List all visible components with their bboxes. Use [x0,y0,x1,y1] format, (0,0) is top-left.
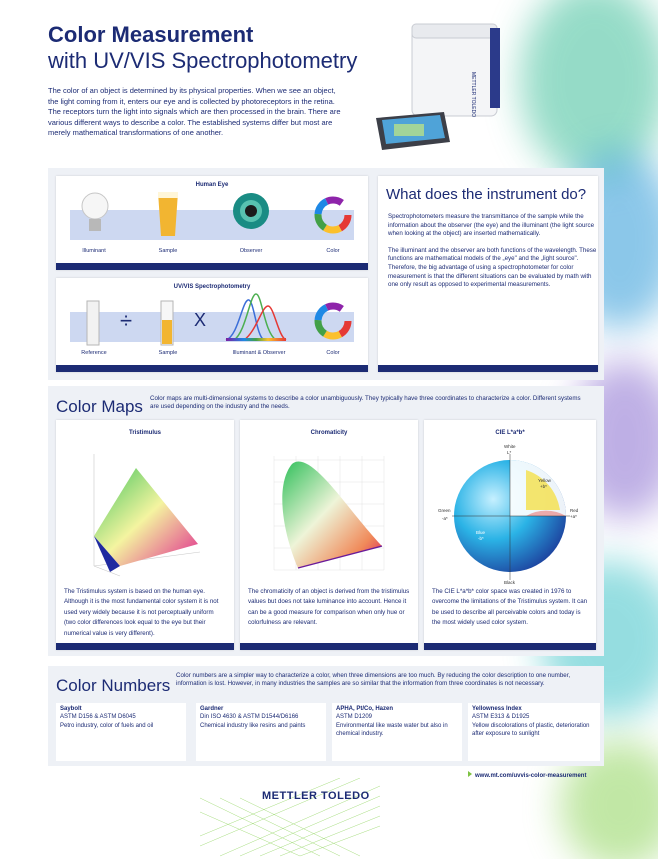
website-url: www.mt.com/uvvis-color-measurement [475,773,587,779]
color-number-title: Yellowness Index [472,706,522,712]
card-bottom-bar [424,643,596,650]
beer-glass-icon [156,190,180,238]
color-maps-heading: Color Maps [56,397,143,416]
label-illuminant: Illuminant [82,248,106,254]
lab-yellow-label: Yellow [538,478,551,483]
lab-black-label: Black [504,580,516,585]
chromaticity-title: Chromaticity [310,430,348,436]
label-illuminant-observer: Illuminant & Observer [232,350,286,356]
uvvis-card [56,278,368,372]
color-number-card [56,703,186,761]
card-bottom-bar [378,365,598,372]
intro-text: The color of an object is determined by its physical properties. When we see an object, the light coming from it, enters our eye and is collected by photoreceptors in the retina. The receptors turn the light into signals which are then processed in the brain. There are various different ways to describe a color. The established systems differ but most are merely mathematical transformations of one another. [48,86,341,138]
color-numbers-description: Color numbers are a simpler way to characterize a color, when three dimensions are too much. By reducing the color description to one number, information is lost. However, in many industries the samples are so similar that the information from three coordinates is not necessary. [176,672,571,688]
label-color: Color [326,248,340,254]
color-maps-description: Color maps are multi-dimensional systems to describe a color unambiguously. They typically have three coordinates to characterize a color. Different systems are used depending on the industry and the needs. [150,395,581,411]
color-number-card [468,703,600,761]
arrow-right-icon [468,771,472,777]
cielab-sphere-diagram [430,440,590,586]
lab-red-label: Red [570,508,579,513]
label-color: Color [326,350,340,356]
tristimulus-title: Tristimulus [128,430,161,436]
lab-green-label: Green [438,508,451,513]
page-title: Color Measurement [48,22,254,47]
chromaticity-text: The chromaticity of an object is derived from the tristimulus values but does not take luminance into account. Hence it can be a good measure for comparison when only hue or colorfulness are relevant. [248,588,410,627]
tristimulus-text: The Tristimulus system is based on the human eye. Although it is the most fundamental color system it is not used very widely because it is not perceptually uniform (two color differences look equal to the eye but their numerical value is very different). [64,588,219,637]
color-number-title: Saybolt [60,706,82,712]
color-number-title: APHA, Pt/Co, Hazen [336,706,394,712]
lab-b-minus-label: -b* [478,536,484,541]
lab-b-plus-label: +b* [540,484,547,489]
light-bulb-icon [80,190,110,238]
divide-symbol: ÷ [120,308,133,333]
lab-blue-label: Blue [476,530,486,535]
label-observer: Observer [239,248,263,254]
color-number-standard: ASTM D156 & ASTM D6045 [60,714,136,720]
lab-l-label: L* [507,450,512,455]
chromaticity-card [240,420,418,650]
spectrum-curves-icon [224,292,288,342]
website-link[interactable] [468,771,586,779]
times-symbol: X [194,310,207,330]
human-eye-title: Human Eye [195,182,229,188]
instrument-para-2: The illuminant and the observer are both functions of the wavelength. These functions are mathematical models of the „eye" and the „light source". Therefore, the big advantage of using a spectrophotometer for color measurement is that the different situations can be evaluated by math with one only result as opposed to experimental measurements. [388,246,597,289]
instrument-heading: What does the instrument do? [386,186,587,203]
lab-a-plus-label: +a* [570,514,577,519]
color-number-card [332,703,462,761]
cielab-card [424,420,596,650]
instrument-para-1: Spectrophotometers measure the transmittance of the sample while the information about the observer (the eye) and the illuminant (the light source when looking at the object) are inserted mathematically. [388,213,595,238]
tristimulus-diagram [80,448,210,578]
card-bottom-bar [56,643,234,650]
instrument-description [388,213,603,290]
mettler-toledo-logo: METTLER TOLEDO [262,790,370,802]
color-wheel-icon [314,196,352,234]
color-number-standard: ASTM E313 & D1925 [472,714,530,720]
light-path-band [70,312,354,342]
color-numbers-heading: Color Numbers [56,676,171,695]
color-number-use: Environmental like waste water but also in chemical industry. [336,723,448,737]
eye-icon [232,192,270,230]
card-bottom-bar [56,263,368,270]
color-number-use: Yellow discolorations of plastic, deterioration after exposure to sunlight [472,723,590,737]
color-number-standard: ASTM D1209 [336,714,373,720]
chromaticity-diagram [264,446,394,578]
card-bottom-bar [240,643,418,650]
light-path-band [70,210,354,240]
color-number-card [196,703,326,761]
color-number-title: Gardner [200,706,224,712]
color-number-standard: Din ISO 4630 & ASTM D1544/D6166 [200,714,299,720]
sample-cuvette-icon [160,300,174,346]
page-subtitle: with UV/VIS Spectrophotometry [48,48,358,73]
cielab-text: The CIE L*a*b* color space was created in 1976 to overcome the limitations of the Tristimulus system. It can be used to describe all perceivable colors and today is the most widely used color system. [432,588,588,627]
tristimulus-card [56,420,234,650]
color-wheel-icon [314,302,352,340]
lab-white-label: White [504,444,516,449]
color-number-use: Petro industry, color of fuels and oil [60,723,154,729]
human-eye-card [56,176,368,270]
lab-a-minus-label: -a* [442,516,448,521]
cielab-title: CIE L*a*b* [495,430,525,436]
spectrophotometer-illustration [372,14,502,154]
reference-cuvette-icon [86,300,100,346]
uvvis-title: UV/VIS Spectrophotometry [173,284,251,290]
color-number-use: Chemical industry like resins and paints [200,723,306,729]
label-sample: Sample [158,248,178,254]
card-bottom-bar [56,365,368,372]
label-reference: Reference [81,350,107,356]
device-brand-label: METTLER TOLEDO [470,72,476,118]
label-sample: Sample [158,350,178,356]
